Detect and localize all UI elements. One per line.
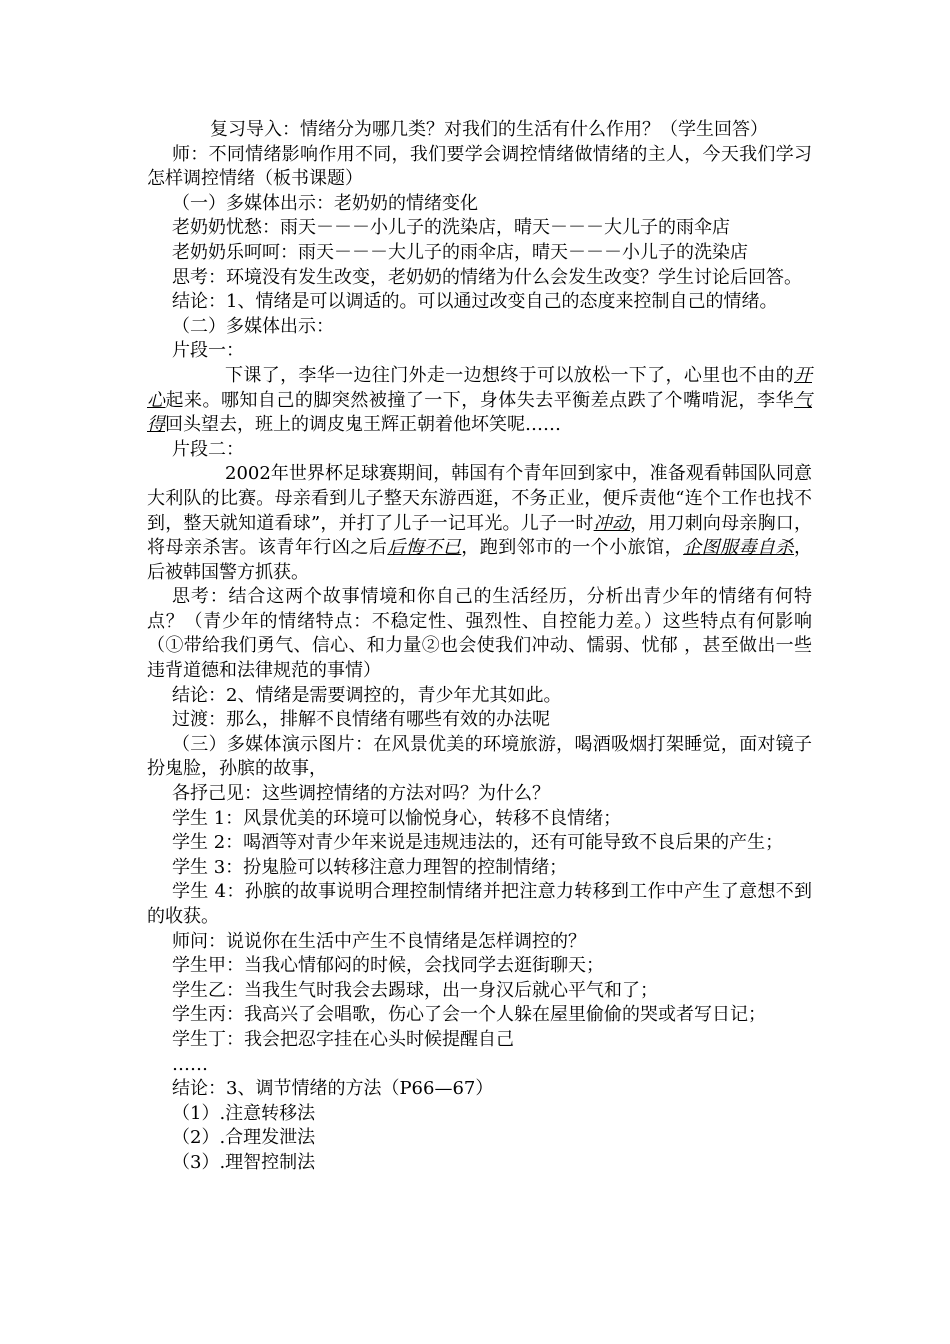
emphasis-happy: 开心 [147, 364, 812, 411]
conclusion-3: 结论：3、调节情绪的方法（P66—67） [172, 1078, 494, 1100]
student-1: 学生 1：风景优美的环境可以愉悦身心，转移不良情绪； [172, 807, 622, 829]
method-1: （1）.注意转移法 [172, 1102, 316, 1124]
student-4: 学生 4：孙膑的故事说明合理控制情绪并把注意力转移到工作中产生了意想不到的收获。 [147, 881, 812, 927]
teacher-intro: 师：不同情绪影响作用不同，我们要学会调控情绪做情绪的主人，今天我们学习怎样调控情绪（板书课题） [147, 143, 812, 190]
think-2: 思考：结合这两个故事情境和你自己的生活经历，分析出青少年的情绪有何特点？（青少年的情绪特点：不稳定性、强烈性、自控能力差。）这些特点有何影响（①带给我们勇气、信心、和力量②也会使我们冲动、懦弱、忧郁 ，甚至做出一些违背道德和法律规范的事情） [147, 586, 812, 682]
transition: 过渡：那么，排解不良情绪有哪些有效的办法呢 [172, 709, 550, 731]
section-1-title: （一）多媒体出示：老奶奶的情绪变化 [172, 192, 478, 214]
emphasis-regret: 后悔不已 [387, 537, 462, 559]
grandma-happy: 老奶奶乐呵呵：雨天－－－大儿子的雨伞店，晴天－－－小儿子的洗染店 [172, 241, 748, 263]
emphasis-angry: 气得 [147, 389, 813, 436]
student-ding: 学生丁：我会把忍字挂在心头时候提醒自己 [172, 1028, 514, 1050]
conclusion-1: 结论：1、情绪是可以调适的。可以通过改变自己的态度来控制自己的情绪。 [172, 291, 778, 313]
segment-2-title: 片段二： [172, 438, 244, 460]
think-1: 思考：环境没有发生改变，老奶奶的情绪为什么会发生改变？学生讨论后回答。 [172, 266, 802, 288]
emphasis-suicide: 企图服毒自杀 [683, 537, 795, 559]
review-intro: 复习导入：情绪分为哪几类？对我们的生活有什么作用？（学生回答） [210, 119, 768, 140]
student-3: 学生 3：扮鬼脸可以转移注意力理智的控制情绪； [172, 856, 568, 878]
student-jia: 学生甲：当我心情郁闷的时候，会找同学去逛街聊天； [172, 955, 604, 977]
student-2: 学生 2：喝酒等对青少年来说是违规违法的，还有可能导致不良后果的产生； [172, 832, 784, 854]
teacher-question: 师问：说说你在生活中产生不良情绪是怎样调控的？ [172, 930, 586, 952]
grandma-sad: 老奶奶忧愁：雨天－－－小儿子的洗染店，晴天－－－大儿子的雨伞店 [172, 217, 730, 239]
student-bing: 学生丙：我高兴了会唱歌，伤心了会一个人躲在屋里偷偷的哭或者写日记； [172, 1004, 766, 1026]
segment-1-title: 片段一： [172, 340, 244, 362]
document-page [147, 118, 812, 1176]
segment-1-text: 下课了，李华一边往门外走一边想终于可以放松一下了，心里也不由的开心起来。哪知自己的脚突然被撞了一下，身体失去平衡差点跌了个嘴啃泥，李华气得回头望去，班上的调皮鬼王辉正朝着他坏笑呢…… [147, 364, 813, 436]
opinion-prompt: 各抒己见：这些调控情绪的方法对吗？为什么？ [172, 783, 550, 805]
method-3: （3）.理智控制法 [172, 1151, 316, 1173]
emphasis-impulse: 冲动 [593, 512, 631, 534]
ellipsis: …… [172, 1053, 208, 1075]
section-3: （三）多媒体演示图片：在风景优美的环境旅游，喝酒吸烟打架睡觉，面对镜子扮鬼脸，孙膑的故事， [147, 733, 812, 780]
student-yi: 学生乙：当我生气时我会去踢球，出一身汉后就心平气和了； [172, 979, 658, 1001]
segment-2-text: 2002年世界杯足球赛期间，韩国有个青年回到家中，准备观看韩国队同意大利队的比赛。母亲看到儿子整天东游西逛，不务正业，便斥责他“连个工作也找不到，整天就知道看球”，并打了儿子一记耳光。儿子一时冲动，用刀刺向母亲胸口，将母亲杀害。该青年行凶之后后悔不已，跑到邻市的一个小旅馆，企图服毒自杀，后被韩国警方抓获。 [147, 463, 813, 583]
section-2-title: （二）多媒体出示： [172, 315, 334, 337]
conclusion-2: 结论：2、情绪是需要调控的，青少年尤其如此。 [172, 684, 562, 706]
method-2: （2）.合理发泄法 [172, 1127, 316, 1149]
